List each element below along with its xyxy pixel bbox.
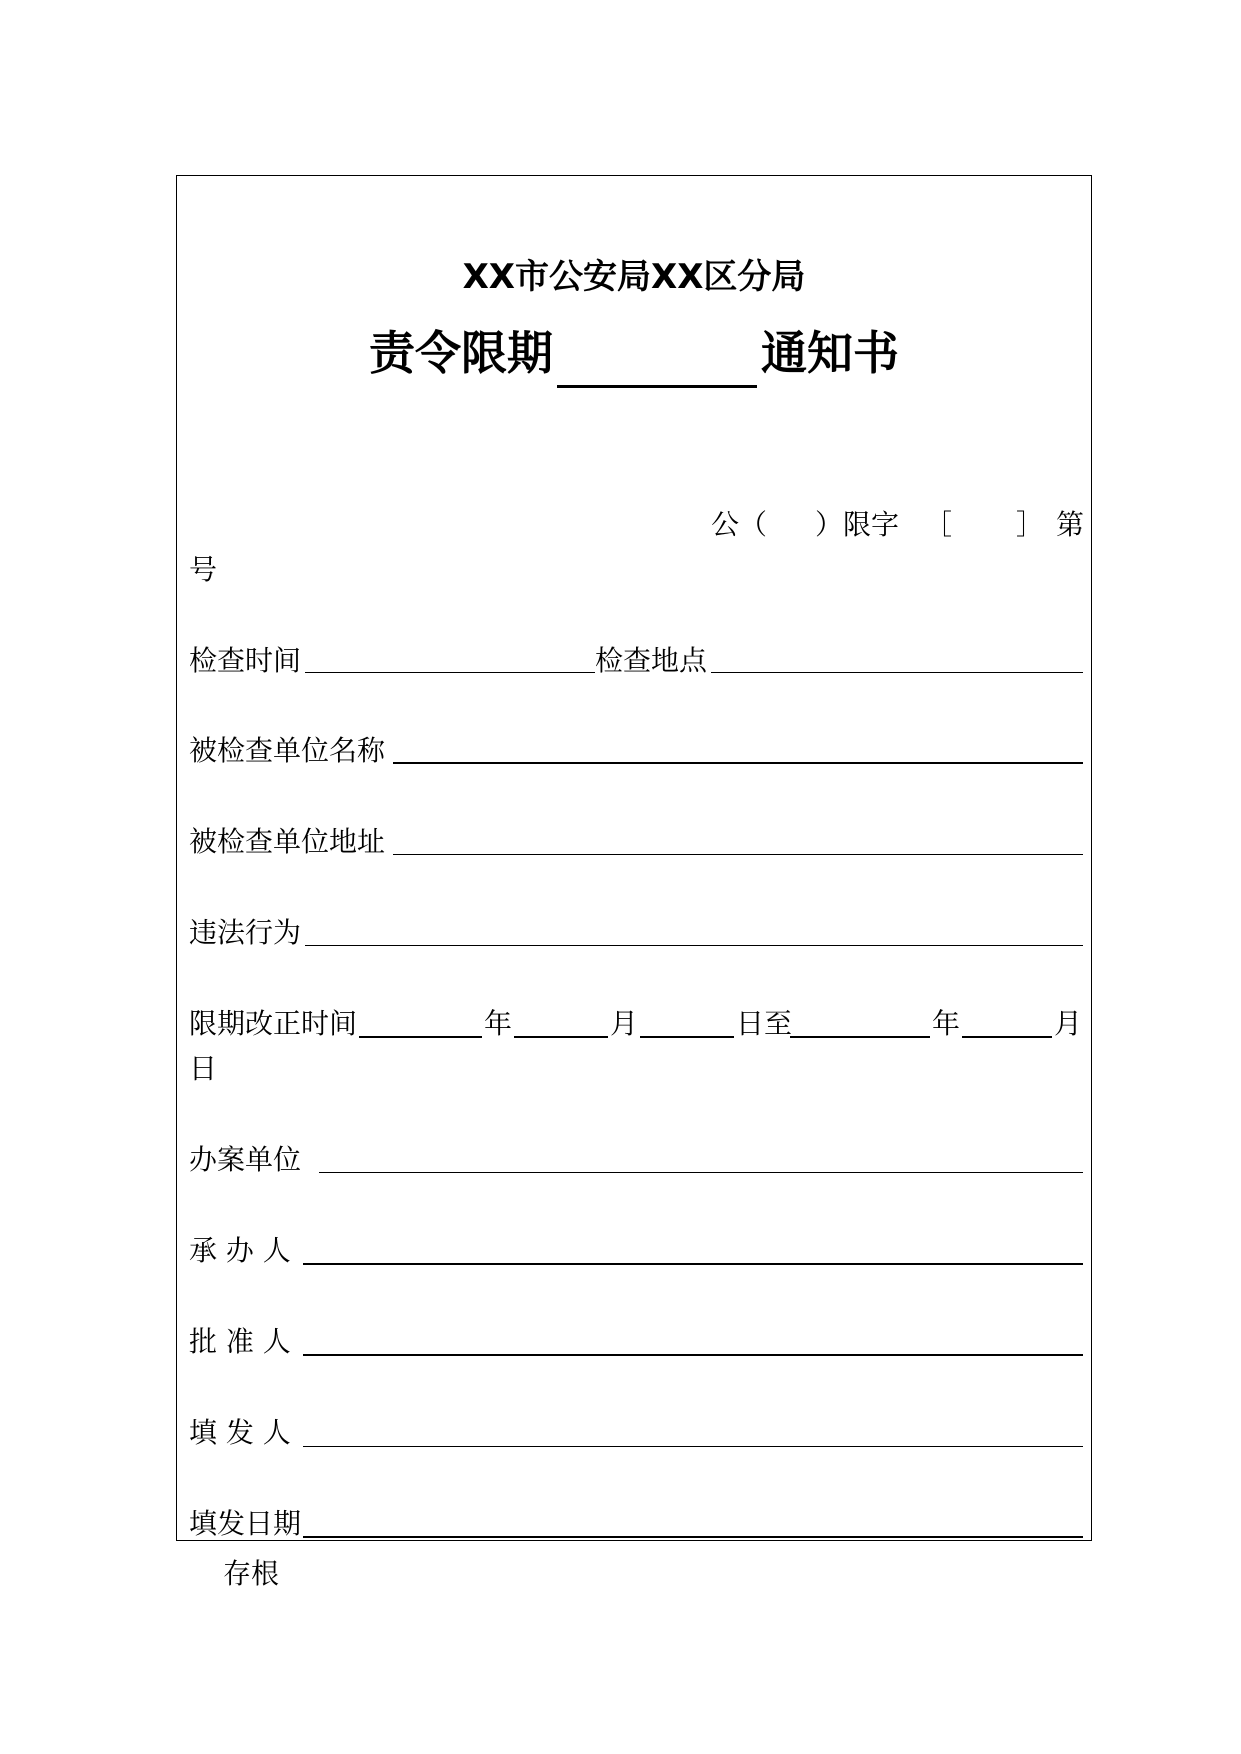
agency-title: XX市公安局XX区分局 bbox=[462, 257, 806, 297]
deadline-end-year-field[interactable] bbox=[790, 1036, 930, 1038]
violation-field[interactable] bbox=[305, 945, 1083, 946]
deadline-end-month-field[interactable] bbox=[962, 1036, 1052, 1038]
doc-number-bracket-open: ［ bbox=[924, 508, 953, 541]
deadline-start-day-field[interactable] bbox=[640, 1036, 734, 1038]
title-prefix: 责令限期 bbox=[369, 326, 553, 380]
doc-number-hao: 号 bbox=[189, 553, 218, 586]
deadline-month-label-2: 月 bbox=[1054, 1007, 1083, 1040]
deadline-year-label-2: 年 bbox=[932, 1007, 961, 1040]
check-time-label: 检查时间 bbox=[189, 644, 302, 677]
check-place-label: 检查地点 bbox=[595, 644, 708, 677]
deadline-day-to-label: 日至 bbox=[736, 1007, 793, 1040]
check-time-field[interactable] bbox=[305, 672, 595, 673]
handling-unit-field[interactable] bbox=[319, 1172, 1083, 1173]
deadline-month-label-1: 月 bbox=[610, 1007, 639, 1040]
check-place-field[interactable] bbox=[711, 672, 1083, 673]
issue-date-field[interactable] bbox=[303, 1536, 1083, 1538]
handler-label: 承 办 人 bbox=[189, 1234, 291, 1267]
title-suffix: 通知书 bbox=[761, 326, 899, 380]
doc-number-xianzi: ）限字 bbox=[815, 508, 900, 541]
violation-label: 违法行为 bbox=[189, 916, 302, 949]
unit-address-label: 被检查单位地址 bbox=[189, 825, 386, 858]
doc-number-di: 第 bbox=[1056, 508, 1085, 541]
doc-number-bracket-close: ］ bbox=[1016, 508, 1045, 541]
unit-name-field[interactable] bbox=[393, 762, 1083, 764]
deadline-year-label-1: 年 bbox=[484, 1007, 513, 1040]
issuer-label: 填 发 人 bbox=[189, 1416, 291, 1449]
issue-date-label: 填发日期 bbox=[189, 1507, 302, 1540]
notice-title bbox=[176, 318, 1092, 388]
unit-address-field[interactable] bbox=[393, 854, 1083, 855]
deadline-label: 限期改正时间 bbox=[189, 1007, 358, 1040]
unit-name-label: 被检查单位名称 bbox=[189, 734, 386, 767]
approver-field[interactable] bbox=[303, 1354, 1083, 1356]
title-blank[interactable] bbox=[557, 325, 757, 388]
handler-field[interactable] bbox=[303, 1263, 1083, 1265]
doc-number-gong: 公（ bbox=[711, 508, 768, 541]
approver-label: 批 准 人 bbox=[189, 1325, 291, 1358]
issuer-field[interactable] bbox=[303, 1446, 1083, 1447]
deadline-start-year-field[interactable] bbox=[359, 1036, 482, 1038]
deadline-day-label: 日 bbox=[189, 1052, 218, 1085]
stub-label: 存根 bbox=[223, 1557, 280, 1590]
deadline-start-month-field[interactable] bbox=[514, 1036, 608, 1038]
handling-unit-label: 办案单位 bbox=[189, 1143, 302, 1176]
